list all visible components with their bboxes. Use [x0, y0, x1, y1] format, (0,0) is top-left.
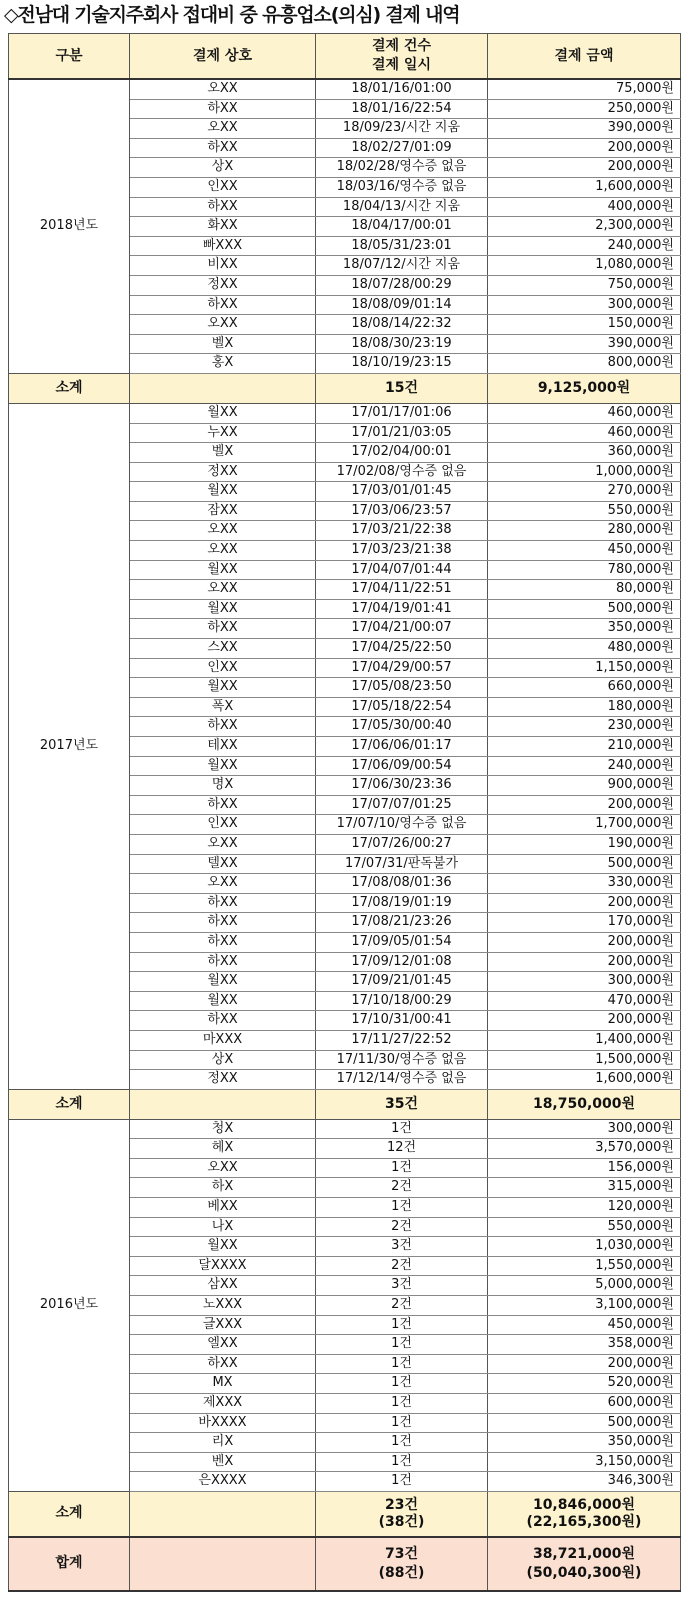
payment-date: 1건: [316, 1452, 488, 1472]
payment-date: 17/07/31/판독불가: [316, 854, 488, 874]
store-name: 월XX: [130, 1237, 316, 1257]
subtotal-row: [9, 1089, 681, 1119]
store-name: 하XX: [130, 295, 316, 315]
payment-date: 18/08/14/22:32: [316, 315, 488, 335]
payment-date: 18/05/31/23:01: [316, 236, 488, 256]
subtotal-amount: 10,846,000원 (22,165,300원): [488, 1491, 681, 1537]
payment-amount: 240,000원: [488, 756, 681, 776]
payment-date: 17/04/07/01:44: [316, 560, 488, 580]
subtotal-label: 소계: [9, 373, 130, 403]
store-name: 나X: [130, 1217, 316, 1237]
payment-date: 18/04/13/시간 지움: [316, 197, 488, 217]
store-name: 월XX: [130, 482, 316, 502]
payment-amount: 550,000원: [488, 1217, 681, 1237]
payment-date: 18/03/16/영수증 없음: [316, 177, 488, 197]
payment-amount: 75,000원: [488, 79, 681, 99]
payment-amount: 1,550,000원: [488, 1256, 681, 1276]
store-name: 오XX: [130, 315, 316, 335]
payment-date: 3건: [316, 1276, 488, 1296]
payment-date: 17/11/30/영수증 없음: [316, 1050, 488, 1070]
payment-amount: 280,000원: [488, 521, 681, 541]
payment-date: 1건: [316, 1354, 488, 1374]
payment-date: 2건: [316, 1217, 488, 1237]
store-name: 헤X: [130, 1139, 316, 1159]
payment-amount: 5,000,000원: [488, 1276, 681, 1296]
store-name: 하XX: [130, 932, 316, 952]
store-name: 테XX: [130, 737, 316, 757]
table-row: [9, 1119, 681, 1139]
subtotal-row: [9, 373, 681, 403]
store-name: 하XX: [130, 619, 316, 639]
payment-date: 2건: [316, 1178, 488, 1198]
store-name: 화XX: [130, 217, 316, 237]
payment-amount: 190,000원: [488, 834, 681, 854]
payment-amount: 200,000원: [488, 1011, 681, 1031]
payment-amount: 330,000원: [488, 874, 681, 894]
payment-amount: 470,000원: [488, 991, 681, 1011]
store-name: 은XXXX: [130, 1472, 316, 1492]
payment-date: 1건: [316, 1433, 488, 1453]
store-name: 월XX: [130, 403, 316, 423]
payment-date: 17/04/11/22:51: [316, 580, 488, 600]
total-label: 합계: [9, 1537, 130, 1591]
store-name: 홍X: [130, 354, 316, 374]
store-name: 월XX: [130, 991, 316, 1011]
payment-amount: 170,000원: [488, 913, 681, 933]
payment-amount: 1,600,000원: [488, 177, 681, 197]
store-name: 상X: [130, 1050, 316, 1070]
store-name: 마XXX: [130, 1030, 316, 1050]
store-name: 월XX: [130, 678, 316, 698]
payment-date: 1건: [316, 1335, 488, 1355]
total-amount: 38,721,000원 (50,040,300원): [488, 1537, 681, 1591]
store-name: 정XX: [130, 462, 316, 482]
store-name: 월XX: [130, 972, 316, 992]
payment-amount: 460,000원: [488, 423, 681, 443]
payment-date: 18/04/17/00:01: [316, 217, 488, 237]
payment-date: 17/03/21/22:38: [316, 521, 488, 541]
payment-amount: 200,000원: [488, 1354, 681, 1374]
header-store: 결제 상호: [130, 34, 316, 80]
payment-date: 2건: [316, 1256, 488, 1276]
store-name: 베XX: [130, 1198, 316, 1218]
payment-date: 17/02/08/영수증 없음: [316, 462, 488, 482]
payment-amount: 200,000원: [488, 952, 681, 972]
payment-date: 17/10/18/00:29: [316, 991, 488, 1011]
payment-amount: 550,000원: [488, 501, 681, 521]
store-name: 노XXX: [130, 1296, 316, 1316]
payment-amount: 3,150,000원: [488, 1452, 681, 1472]
store-name: 하X: [130, 1178, 316, 1198]
subtotal-empty: [130, 373, 316, 403]
payment-date: 17/11/27/22:52: [316, 1030, 488, 1050]
payment-amount: 780,000원: [488, 560, 681, 580]
payment-amount: 390,000원: [488, 334, 681, 354]
payment-date: 17/01/21/03:05: [316, 423, 488, 443]
store-name: 달XXXX: [130, 1256, 316, 1276]
store-name: 하XX: [130, 795, 316, 815]
payment-date: 17/06/06/01:17: [316, 737, 488, 757]
store-name: 오XX: [130, 1158, 316, 1178]
subtotal-row: [9, 1491, 681, 1537]
payment-amount: 500,000원: [488, 599, 681, 619]
store-name: 오XX: [130, 580, 316, 600]
payment-amount: 390,000원: [488, 119, 681, 139]
payment-date: 1건: [316, 1158, 488, 1178]
payment-date: 17/03/01/01:45: [316, 482, 488, 502]
payment-amount: 360,000원: [488, 443, 681, 463]
payment-amount: 80,000원: [488, 580, 681, 600]
payment-amount: 150,000원: [488, 315, 681, 335]
payment-amount: 1,400,000원: [488, 1030, 681, 1050]
table-header-row: [9, 34, 681, 80]
payment-date: 1건: [316, 1119, 488, 1139]
store-name: 월XX: [130, 560, 316, 580]
store-name: 리X: [130, 1433, 316, 1453]
store-name: 바XXXX: [130, 1413, 316, 1433]
payment-date: 17/07/10/영수증 없음: [316, 815, 488, 835]
payment-date: 17/08/08/01:36: [316, 874, 488, 894]
payment-date: 17/08/21/23:26: [316, 913, 488, 933]
store-name: 벨X: [130, 334, 316, 354]
payment-amount: 450,000원: [488, 541, 681, 561]
payment-date: 17/07/26/00:27: [316, 834, 488, 854]
store-name: 하XX: [130, 717, 316, 737]
payment-amount: 1,030,000원: [488, 1237, 681, 1257]
payment-date: 17/04/21/00:07: [316, 619, 488, 639]
store-name: 상X: [130, 158, 316, 178]
payment-date: 17/04/29/00:57: [316, 658, 488, 678]
store-name: 정XX: [130, 1070, 316, 1090]
store-name: 명X: [130, 776, 316, 796]
subtotal-label: 소계: [9, 1089, 130, 1119]
store-name: 비XX: [130, 256, 316, 276]
store-name: 오XX: [130, 119, 316, 139]
payment-date: 18/09/23/시간 지움: [316, 119, 488, 139]
payment-date: 17/08/19/01:19: [316, 893, 488, 913]
store-name: 하XX: [130, 197, 316, 217]
payment-date: 17/12/14/영수증 없음: [316, 1070, 488, 1090]
payment-date: 17/02/04/00:01: [316, 443, 488, 463]
payment-date: 1건: [316, 1472, 488, 1492]
payment-amount: 315,000원: [488, 1178, 681, 1198]
payment-date: 17/01/17/01:06: [316, 403, 488, 423]
store-name: 청X: [130, 1119, 316, 1139]
payment-amount: 120,000원: [488, 1198, 681, 1218]
payment-amount: 200,000원: [488, 893, 681, 913]
payment-date: 1건: [316, 1315, 488, 1335]
store-name: 하XX: [130, 952, 316, 972]
payment-amount: 800,000원: [488, 354, 681, 374]
payment-amount: 1,000,000원: [488, 462, 681, 482]
payment-date: 1건: [316, 1198, 488, 1218]
payment-amount: 350,000원: [488, 619, 681, 639]
store-name: 하XX: [130, 1354, 316, 1374]
payment-amount: 600,000원: [488, 1394, 681, 1414]
subtotal-empty: [130, 1491, 316, 1537]
payment-amount: 1,080,000원: [488, 256, 681, 276]
total-empty: [130, 1537, 316, 1591]
table-row: [9, 403, 681, 423]
store-name: 하XX: [130, 1011, 316, 1031]
subtotal-label: 소계: [9, 1491, 130, 1537]
payment-amount: 750,000원: [488, 275, 681, 295]
payment-amount: 400,000원: [488, 197, 681, 217]
subtotal-count: 23건 (38건): [316, 1491, 488, 1537]
store-name: 엘XX: [130, 1335, 316, 1355]
payment-date: 18/02/27/01:09: [316, 138, 488, 158]
payment-amount: 346,300원: [488, 1472, 681, 1492]
store-name: 오XX: [130, 541, 316, 561]
payment-amount: 180,000원: [488, 697, 681, 717]
grand-total-row: [9, 1537, 681, 1591]
payment-date: 17/04/19/01:41: [316, 599, 488, 619]
payment-table: [8, 33, 681, 1592]
payment-date: 18/01/16/01:00: [316, 79, 488, 99]
payment-amount: 900,000원: [488, 776, 681, 796]
store-name: 하XX: [130, 99, 316, 119]
store-name: 벤X: [130, 1452, 316, 1472]
subtotal-count: 35건: [316, 1089, 488, 1119]
year-label: 2016년도: [9, 1119, 130, 1491]
payment-amount: 250,000원: [488, 99, 681, 119]
store-name: 오XX: [130, 834, 316, 854]
payment-amount: 210,000원: [488, 737, 681, 757]
payment-date: 18/07/28/00:29: [316, 275, 488, 295]
subtotal-amount: 9,125,000원: [488, 373, 681, 403]
payment-date: 3건: [316, 1237, 488, 1257]
subtotal-amount: 18,750,000원: [488, 1089, 681, 1119]
payment-date: 17/03/06/23:57: [316, 501, 488, 521]
payment-date: 17/04/25/22:50: [316, 639, 488, 659]
payment-amount: 3,570,000원: [488, 1139, 681, 1159]
payment-amount: 1,700,000원: [488, 815, 681, 835]
payment-date: 17/09/21/01:45: [316, 972, 488, 992]
store-name: 하XX: [130, 138, 316, 158]
store-name: 정XX: [130, 275, 316, 295]
payment-amount: 2,300,000원: [488, 217, 681, 237]
total-count: 73건 (88건): [316, 1537, 488, 1591]
payment-date: 1건: [316, 1413, 488, 1433]
payment-date: 17/09/05/01:54: [316, 932, 488, 952]
store-name: 텔XX: [130, 854, 316, 874]
payment-amount: 200,000원: [488, 932, 681, 952]
store-name: 빠XXX: [130, 236, 316, 256]
payment-date: 12건: [316, 1139, 488, 1159]
year-label: 2017년도: [9, 403, 130, 1089]
header-count-date: 결제 건수 결제 일시: [316, 34, 488, 80]
payment-amount: 520,000원: [488, 1374, 681, 1394]
payment-amount: 500,000원: [488, 1413, 681, 1433]
store-name: 월XX: [130, 599, 316, 619]
payment-date: 17/10/31/00:41: [316, 1011, 488, 1031]
payment-date: 18/08/09/01:14: [316, 295, 488, 315]
store-name: 제XXX: [130, 1394, 316, 1414]
payment-amount: 300,000원: [488, 972, 681, 992]
payment-date: 18/10/19/23:15: [316, 354, 488, 374]
payment-amount: 1,500,000원: [488, 1050, 681, 1070]
payment-amount: 1,600,000원: [488, 1070, 681, 1090]
store-name: 하XX: [130, 893, 316, 913]
store-name: 월XX: [130, 756, 316, 776]
payment-amount: 350,000원: [488, 1433, 681, 1453]
payment-amount: 300,000원: [488, 295, 681, 315]
store-name: 인XX: [130, 815, 316, 835]
payment-date: 18/07/12/시간 지움: [316, 256, 488, 276]
payment-amount: 230,000원: [488, 717, 681, 737]
store-name: 오XX: [130, 874, 316, 894]
page-title: ◇전남대 기술지주회사 접대비 중 유흥업소(의심) 결제 내역: [4, 4, 460, 26]
payment-date: 1건: [316, 1374, 488, 1394]
header-amount: 결제 금액: [488, 34, 681, 80]
payment-amount: 480,000원: [488, 639, 681, 659]
payment-amount: 300,000원: [488, 1119, 681, 1139]
store-name: 인XX: [130, 658, 316, 678]
store-name: 오XX: [130, 521, 316, 541]
payment-amount: 358,000원: [488, 1335, 681, 1355]
store-name: 스XX: [130, 639, 316, 659]
store-name: 잠XX: [130, 501, 316, 521]
payment-amount: 200,000원: [488, 158, 681, 178]
subtotal-empty: [130, 1089, 316, 1119]
payment-date: 18/08/30/23:19: [316, 334, 488, 354]
store-name: 하XX: [130, 913, 316, 933]
payment-amount: 240,000원: [488, 236, 681, 256]
payment-date: 17/05/18/22:54: [316, 697, 488, 717]
store-name: 글XXX: [130, 1315, 316, 1335]
payment-date: 17/09/12/01:08: [316, 952, 488, 972]
payment-date: 17/05/08/23:50: [316, 678, 488, 698]
payment-date: 1건: [316, 1394, 488, 1414]
payment-date: 17/05/30/00:40: [316, 717, 488, 737]
header-category: 구분: [9, 34, 130, 80]
payment-amount: 500,000원: [488, 854, 681, 874]
store-name: MX: [130, 1374, 316, 1394]
store-name: 벨X: [130, 443, 316, 463]
payment-date: 17/06/30/23:36: [316, 776, 488, 796]
store-name: 삼XX: [130, 1276, 316, 1296]
payment-amount: 156,000원: [488, 1158, 681, 1178]
year-label: 2018년도: [9, 79, 130, 373]
store-name: 폭X: [130, 697, 316, 717]
table-row: [9, 79, 681, 99]
payment-date: 18/01/16/22:54: [316, 99, 488, 119]
payment-amount: 450,000원: [488, 1315, 681, 1335]
payment-date: 17/03/23/21:38: [316, 541, 488, 561]
payment-amount: 660,000원: [488, 678, 681, 698]
store-name: 인XX: [130, 177, 316, 197]
store-name: 오XX: [130, 79, 316, 99]
payment-amount: 200,000원: [488, 795, 681, 815]
subtotal-count: 15건: [316, 373, 488, 403]
payment-date: 2건: [316, 1296, 488, 1316]
payment-date: 18/02/28/영수증 없음: [316, 158, 488, 178]
store-name: 누XX: [130, 423, 316, 443]
payment-amount: 1,150,000원: [488, 658, 681, 678]
payment-amount: 200,000원: [488, 138, 681, 158]
payment-date: 17/06/09/00:54: [316, 756, 488, 776]
payment-date: 17/07/07/01:25: [316, 795, 488, 815]
payment-amount: 270,000원: [488, 482, 681, 502]
payment-amount: 3,100,000원: [488, 1296, 681, 1316]
payment-amount: 460,000원: [488, 403, 681, 423]
